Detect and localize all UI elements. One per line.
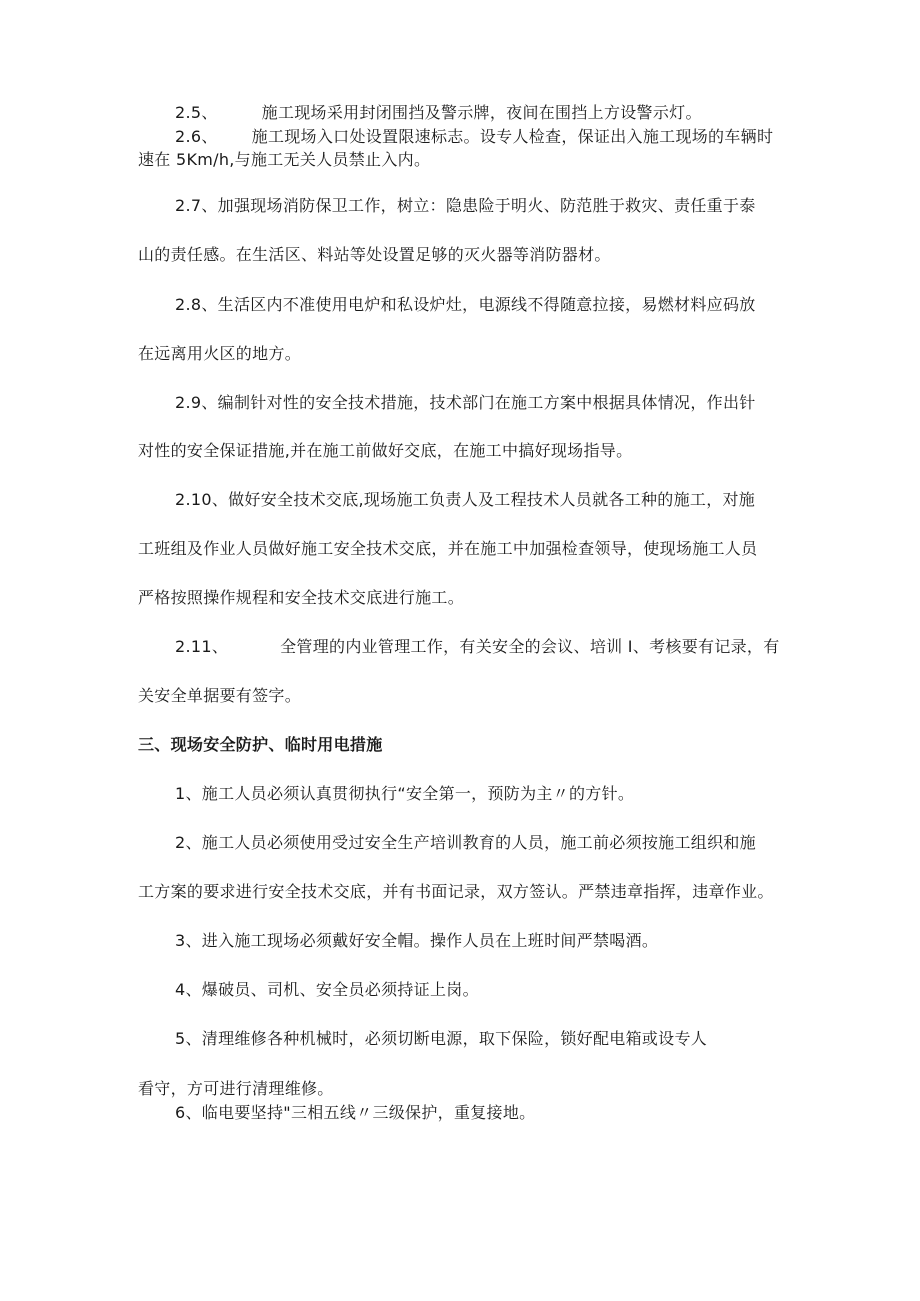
item-2-6 (175, 127, 773, 147)
paragraph-line: 看守，方可进行清理维修。 (138, 1079, 334, 1098)
item-6: 6、临电要坚持"三相五线〃三级保护，重复接地。 (175, 1103, 536, 1122)
paragraph-line: 在远离用火区的地方。 (138, 344, 302, 363)
item-2-9: 2.9、编制针对性的安全技术措施，技术部门在施工方案中根据具体情况，作出针 (175, 393, 756, 412)
section-heading: 三、现场安全防护、临时用电措施 (138, 735, 383, 754)
paragraph-line: 速在 5Km/h,与施工无关人员禁止入内。 (138, 150, 431, 169)
item-2-10: 2.10、做好安全技术交底,现场施工负责人及工程技术人员就各工种的施工，对施 (175, 490, 756, 509)
paragraph-line: 关安全单据要有签字。 (138, 686, 302, 705)
item-number: 2.11、 (175, 637, 229, 656)
item-number: 2.6、 (175, 127, 218, 146)
item-3: 3、进入施工现场必须戴好安全帽。操作人员在上班时间严禁喝酒。 (175, 931, 659, 950)
item-text: 施工现场采用封闭围挡及警示牌，夜间在围挡上方设警示灯。 (261, 103, 702, 122)
item-2-7: 2.7、加强现场消防保卫工作，树立：隐患险于明火、防范胜于救灾、责任重于泰 (175, 196, 756, 215)
item-1: 1、施工人员必须认真贯彻执行“安全第一，预防为主〃的方针。 (175, 784, 635, 803)
paragraph-line: 严格按照操作规程和安全技术交底进行施工。 (138, 588, 465, 607)
item-text: 全管理的内业管理工作，有关安全的会议、培训 I、考核要有记录，有 (280, 637, 780, 656)
item-4: 4、爆破员、司机、安全员必须持证上岗。 (175, 980, 479, 999)
item-number: 2.5、 (175, 103, 218, 122)
paragraph-line: 工班组及作业人员做好施工安全技术交底，并在施工中加强检查领导，使现场施工人员 (138, 539, 758, 558)
paragraph-line: 对性的安全保证措施,并在施工前做好交底，在施工中搞好现场指导。 (138, 441, 633, 460)
item-text: 施工现场入口处设置限速标志。设专人检查，保证出入施工现场的车辆时 (251, 127, 774, 146)
item-2-8: 2.8、生活区内不准使用电炉和私设炉灶，电源线不得随意拉接，易燃材料应码放 (175, 295, 756, 314)
item-2-11 (175, 637, 780, 657)
item-5: 5、清理维修各种机械时，必须切断电源，取下保险，锁好配电箱或设专人 (175, 1029, 708, 1048)
item-2-5 (175, 103, 702, 123)
item-2: 2、施工人员必须使用受过安全生产培训教育的人员，施工前必须按施工组织和施 (175, 833, 756, 852)
paragraph-line: 山的责任感。在生活区、料站等处设置足够的灭火器等消防器材。 (138, 245, 611, 264)
paragraph-line: 工方案的要求进行安全技术交底，并有书面记录，双方签认。严禁违章指挥，违章作业。 (138, 882, 774, 901)
